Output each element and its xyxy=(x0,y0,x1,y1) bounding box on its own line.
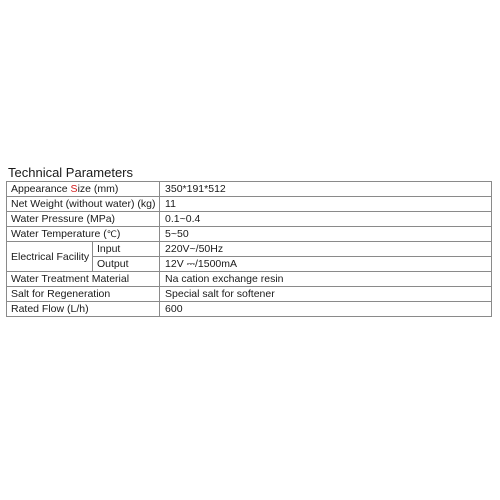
temperature-label-close: ) xyxy=(116,228,121,240)
salt-value: Special salt for softener xyxy=(160,287,492,302)
parameters-table xyxy=(6,181,492,317)
electrical-output-label: Output xyxy=(93,257,160,272)
technical-parameters-section xyxy=(6,166,491,317)
table-row-salt xyxy=(7,287,492,302)
weight-label: Net Weight (without water) (kg) xyxy=(7,197,160,212)
flow-value: 600 xyxy=(160,302,492,317)
size-label-accent: S xyxy=(70,183,78,195)
temperature-value: 5~50 xyxy=(160,227,492,242)
table-row-flow xyxy=(7,302,492,317)
electrical-label: Electrical Facility xyxy=(7,242,93,272)
table-row-size xyxy=(7,182,492,197)
table-row-electrical-input xyxy=(7,242,492,257)
size-label xyxy=(7,182,160,197)
electrical-output-value: 12V ⎓/1500mA xyxy=(160,257,492,272)
table-row-temperature xyxy=(7,227,492,242)
pressure-label: Water Pressure (MPa) xyxy=(7,212,160,227)
electrical-input-value: 220V~/50Hz xyxy=(160,242,492,257)
weight-value: 11 xyxy=(160,197,492,212)
size-value: 350*191*512 xyxy=(160,182,492,197)
temperature-label xyxy=(7,227,160,242)
table-row-pressure xyxy=(7,212,492,227)
material-label: Water Treatment Material xyxy=(7,272,160,287)
table-row-weight xyxy=(7,197,492,212)
section-title: Technical Parameters xyxy=(8,165,133,180)
size-label-unit: ize (mm) xyxy=(77,183,119,195)
table-row-material xyxy=(7,272,492,287)
salt-label: Salt for Regeneration xyxy=(7,287,160,302)
size-label-text: Appearance xyxy=(11,183,71,195)
pressure-value: 0.1~0.4 xyxy=(160,212,492,227)
temperature-unit: ℃ xyxy=(106,229,117,239)
flow-label: Rated Flow (L/h) xyxy=(7,302,160,317)
electrical-input-label: Input xyxy=(93,242,160,257)
temperature-label-text: Water Temperature ( xyxy=(11,228,107,240)
material-value: Na cation exchange resin xyxy=(160,272,492,287)
